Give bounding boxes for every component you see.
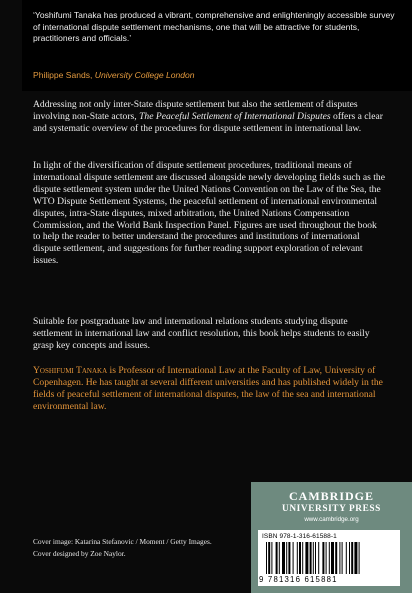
barcode-digits: 9 781316 615881 — [259, 575, 338, 584]
description-p1-end: offers a clear and systematic overview of the procedures for dispute settlement in international law. — [33, 110, 383, 134]
publisher-name-line2: UNIVERSITY PRESS — [282, 504, 381, 514]
publisher-name-line1: CAMBRIDGE — [288, 489, 374, 503]
cover-credits — [33, 536, 212, 560]
isbn-label: ISBN 978-1-316-61588-1 — [262, 533, 337, 540]
description-paragraph-3: Suitable for postgraduate law and international relations students studying dispute settlement in international law and conflict resolution, this book helps students to easily grasp key concepts and issues. — [33, 316, 370, 351]
description-paragraph-2: In light of the diversification of dispute settlement procedures, traditional means of international dispute settlement are discussed alongside newly developing fields such as the dispute settlement system under the United Nations Convention on the Law of the Sea, the WTO Dispute Settlement Systems, the peaceful settlement of international environmental disputes, intra-State disputes, mixed arbitration, the United Nations Compensation Commission, and the World Bank Inspection Panel. Figures are used throughout the book to help the reader to better understand the procedures and institutions of international dispute settlement, and suggestions for further reading support exploration of relevant issues. — [33, 160, 385, 267]
cover-design-credit: Cover designed by Zoe Naylor. — [33, 549, 126, 558]
author-name: Yoshifumi Tanaka — [33, 365, 108, 376]
description-paragraph-1 — [33, 99, 385, 135]
book-title-inline: The Peaceful Settlement of International Disputes — [139, 110, 331, 122]
endorsement-quote: ‘Yoshifumi Tanaka has produced a vibrant, comprehensive and enlighteningly accessible survey of international dispute settlement mechanisms, one that will be attractive for students, practitioners and officials.’ — [33, 10, 395, 44]
endorsement-author: Philippe Sands, — [33, 70, 93, 80]
description-p1-start: Addressing not only inter-State dispute settlement but also the settlement of disputes involving non-State actors, — [33, 99, 358, 122]
cover-image-credit: Cover image: Katarina Stefanovic / Moment / Getty Images. — [33, 537, 212, 546]
publisher-logo — [251, 489, 412, 514]
barcode-box — [258, 530, 400, 586]
publisher-website: www.cambridge.org — [304, 516, 359, 523]
endorsement-attribution — [33, 70, 195, 80]
author-bio-text: is Professor of International Law at the Faculty of Law, University of Copenhagen. He has taught at several different universities and has published widely in the fields of peaceful settlement of international disputes, the law of the sea and international environmental law. — [33, 365, 383, 412]
barcode-image — [266, 542, 392, 574]
endorsement-affiliation: University College London — [94, 70, 195, 80]
author-bio — [33, 365, 385, 413]
endorsement-box — [22, 0, 412, 91]
